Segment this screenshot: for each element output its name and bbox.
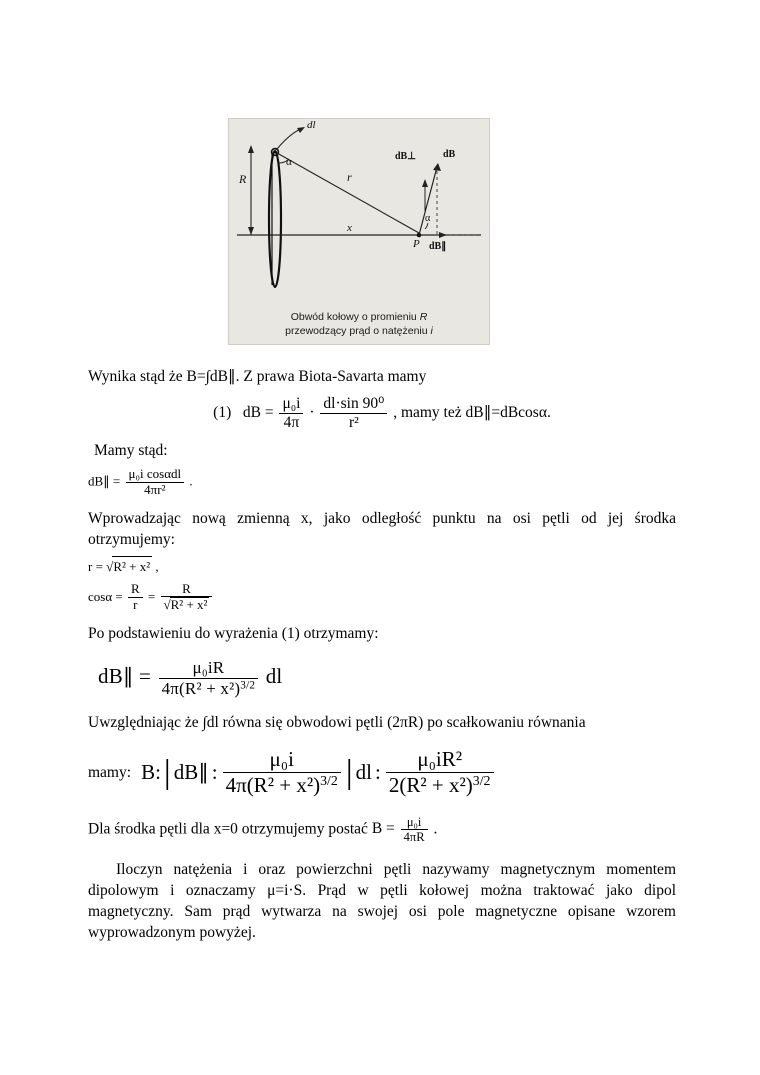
equation-1 xyxy=(88,395,676,432)
equation-1-tail: , mamy też dB∥=dBcosα. xyxy=(393,403,551,421)
equation-6-row xyxy=(88,747,676,796)
document-body xyxy=(88,366,676,946)
equation-6-frac-1-den xyxy=(223,772,341,797)
equation-6-frac-2-den xyxy=(386,772,494,797)
figure-caption-line1-text: Obwód kołowy o promieniu xyxy=(290,311,420,323)
figure-caption xyxy=(229,310,489,338)
equation-3 xyxy=(88,556,676,576)
equation-6-frac-2-den-paren: (R² + x²) xyxy=(399,772,473,797)
equation-4 xyxy=(88,582,676,614)
equation-1-frac-1 xyxy=(279,395,303,432)
paragraph-5: Uwzględniając że ∫dl równa się obwodowi pętli (2πR) po scałkowaniu równania xyxy=(88,714,586,732)
equation-3-tail: , xyxy=(155,558,159,574)
equation-7-lhs: B = xyxy=(371,820,395,838)
paragraph-4: Po podstawieniu do wyrażenia (1) otrzymamy: xyxy=(88,625,379,643)
equation-5-den-paren: (R² + x²) xyxy=(179,678,241,698)
figure-caption-line2-text: przewodzący prąd o natężeniu xyxy=(285,325,431,337)
equation-5-den-pre: 4π xyxy=(161,678,180,698)
equation-6-frac-1-num: μ₀i xyxy=(269,747,294,772)
label-x: x xyxy=(347,222,352,234)
equation-4-equals: = xyxy=(147,588,156,604)
paragraph-3: Wprowadzając nową zmienną x, jako odległość punktu na osi pętli od jej środka otrzymujemy: xyxy=(88,509,676,548)
label-dB-par: dB∥ xyxy=(429,241,447,252)
equation-2-lhs: dB∥ = xyxy=(88,473,121,489)
equation-5-frac-den xyxy=(159,678,259,699)
label-alpha-point: α xyxy=(425,213,431,224)
equation-6-bar-1: | xyxy=(163,753,171,791)
equation-6-frac-1-den-paren: (R² + x²) xyxy=(246,772,321,797)
equation-6-frac-2-den-exp: 3/2 xyxy=(472,772,491,788)
figure-caption-line2 xyxy=(229,324,489,338)
equation-2-frac-num: μ₀i cosαdl xyxy=(128,465,182,481)
equation-6-frac-2-den-pre: 2 xyxy=(388,772,400,797)
equation-4-lhs: cosα = xyxy=(88,588,123,604)
equation-2-frac xyxy=(126,467,185,498)
equation-5-frac xyxy=(159,658,259,698)
equation-4-frac-2-num: R xyxy=(182,580,191,596)
equation-4-frac-1-num: R xyxy=(130,581,140,596)
equation-6-colon-2: : xyxy=(375,759,381,784)
equation-1-frac-2 xyxy=(320,395,387,432)
equation-4-frac-2-den-radicand: R² + x² xyxy=(170,597,208,613)
equation-7-frac-num: μ₀i xyxy=(406,814,422,829)
paragraph-2: Mamy stąd: xyxy=(94,441,168,459)
equation-6-frac-2 xyxy=(386,747,494,796)
radical-symbol-1: √ xyxy=(106,558,114,574)
equation-5-den-exp: 3/2 xyxy=(240,679,256,692)
equation-6-dl: dl xyxy=(355,759,372,784)
paragraph-7: Iloczyn natężenia i oraz powierzchni pętli nazywamy magnetycznym momentem dipolowym i oznaczamy μ=i·S. Prąd w pętli kołowej można traktować jako dipol magnetyczny. Sam prąd wytwarza na swojej osi pole magnetyczne opisane wzorem wyprowadzonym powyżej. xyxy=(88,860,676,941)
equation-1-frac-2-num: dl·sin 90⁰ xyxy=(323,395,385,412)
equation-1-dot: · xyxy=(309,403,315,421)
label-P: P xyxy=(413,238,420,250)
equation-4-frac-1-den: r xyxy=(128,597,143,613)
equation-7-frac xyxy=(401,815,428,845)
equation-3-lhs: r = xyxy=(88,558,103,574)
equation-5-tail: dl xyxy=(265,664,283,689)
equation-4-frac-2-den xyxy=(161,596,213,613)
equation-1-frac-1-den: 4π xyxy=(279,413,303,432)
equation-2 xyxy=(88,467,676,498)
equation-6-frac-1-den-exp: 3/2 xyxy=(320,772,338,788)
label-r: r xyxy=(347,170,352,184)
equation-6-label: mamy: xyxy=(88,763,132,781)
label-alpha-source: α xyxy=(286,156,292,168)
equation-5-lhs: dB∥ = xyxy=(98,664,152,689)
radical-symbol-2: √ xyxy=(163,597,171,613)
equation-6-frac-2-num: μ₀iR² xyxy=(417,747,463,772)
equation-6-frac-1-den-pre: 4π xyxy=(225,772,247,797)
equation-1-lhs: dB = xyxy=(242,403,274,421)
equation-3-radicand: R² + x² xyxy=(112,556,152,576)
equation-1-frac-1-num: μ₀i xyxy=(282,395,301,412)
equation-5-frac-num: μ₀iR xyxy=(192,658,225,678)
equation-6-bar-2: | xyxy=(345,753,353,791)
equation-1-number: (1) xyxy=(213,403,232,421)
paragraph-6 xyxy=(88,815,676,845)
figure-caption-line1-italic: R xyxy=(419,311,428,323)
equation-4-frac-2 xyxy=(161,582,213,614)
paragraph-1: Wynika stąd że B=∫dB∥. Z prawa Biota-Savarta mamy xyxy=(88,368,427,385)
label-dB: dB xyxy=(443,149,456,160)
equation-6-colon-1: : xyxy=(211,759,218,784)
label-dB-perp: dB⊥ xyxy=(395,151,416,162)
equation-6-B: B: xyxy=(141,759,161,784)
label-R: R xyxy=(239,172,247,186)
figure-caption-line1 xyxy=(229,310,489,324)
equation-1-frac-2-den: r² xyxy=(320,413,387,432)
equation-6 xyxy=(141,747,495,796)
equation-2-tail: . xyxy=(189,473,193,489)
equation-6-dB: dB∥ xyxy=(173,759,209,784)
figure-magnetic-loop xyxy=(228,118,490,345)
equation-5 xyxy=(98,658,676,698)
paragraph-6-post: . xyxy=(433,820,438,838)
equation-4-frac-1 xyxy=(128,582,143,613)
paragraph-6-pre: Dla środka pętli dla x=0 otrzymujemy postać xyxy=(88,820,372,838)
figure-caption-line2-italic: i xyxy=(430,325,433,337)
equation-7-frac-den: 4πR xyxy=(401,829,428,844)
equation-2-frac-den: 4πr² xyxy=(126,482,185,498)
equation-6-frac-1 xyxy=(223,747,341,796)
label-dl: dl xyxy=(307,119,316,131)
